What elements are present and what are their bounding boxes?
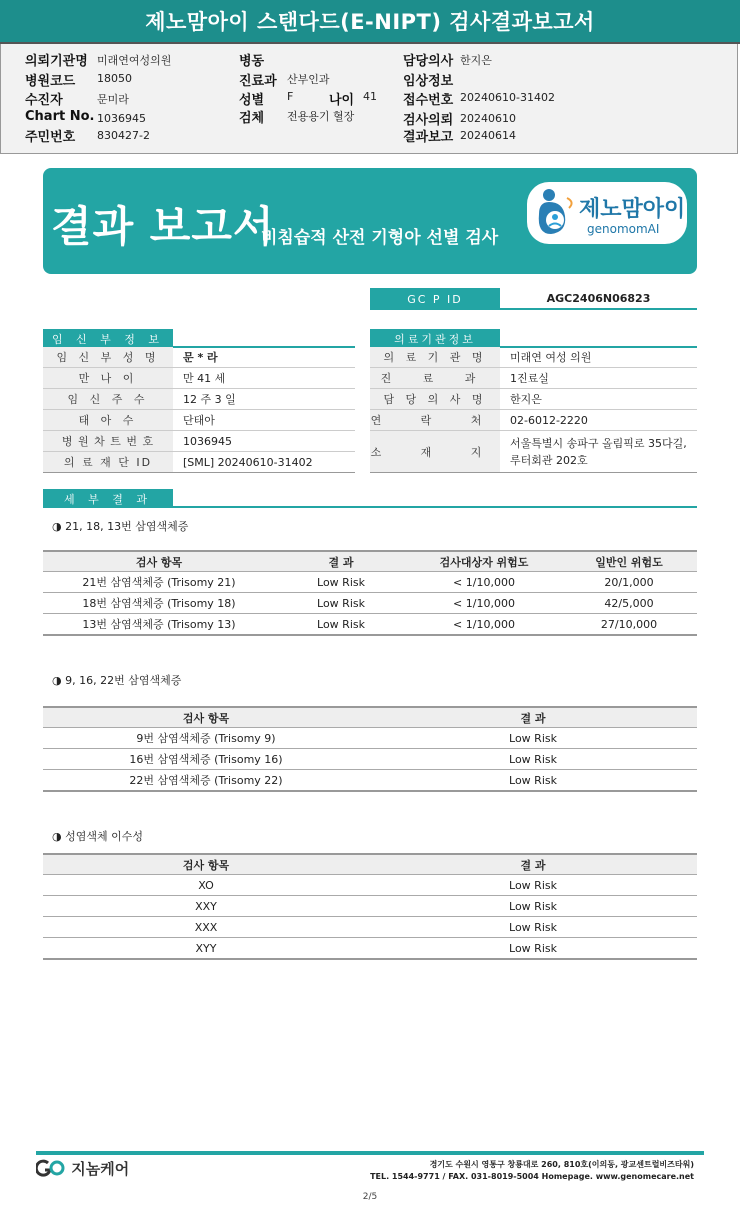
col-header: 일반인 위험도 [561,551,697,572]
doctor-value: 한지은 [460,54,492,67]
result-label: 결과보고 [403,130,454,145]
row-value: 만 41 세 [183,372,226,385]
row-value: [SML] 20240610-31402 [183,455,313,469]
banner-subtitle: 비침습적 산전 기형아 선별 검사 [261,228,499,248]
col-header: 검사 항목 [43,551,275,572]
pregnant-row [43,431,355,452]
mother-baby-icon [533,186,577,240]
genomecare-logo-icon [36,1159,66,1177]
cell-item: 21번 삼염색체증 (Trisomy 21) [43,572,275,593]
cell-item: XO [43,875,369,896]
cell-item: 16번 삼염색체증 (Trisomy 16) [43,749,369,770]
cell-risk: < 1/10,000 [407,614,561,636]
genomecare-logo [36,1158,129,1179]
patient-header [0,44,738,154]
row-label: 진 료 과 [370,368,500,388]
row-label: 태 아 수 [43,410,173,430]
page-number: 2/5 [362,1192,378,1202]
address-value [500,435,687,469]
institution-row [370,389,697,410]
specimen-label: 검체 [239,111,265,126]
table-row [43,917,697,938]
section1-title: ◑ 21, 18, 13번 삼염색체증 [52,520,189,533]
gcp-id-value: AGC2406N06823 [500,288,697,310]
age-value: 41 [363,90,377,103]
institution-row [370,347,697,368]
cell-item: 18번 삼염색체증 (Trisomy 18) [43,593,275,614]
logo-name: 제노맘아이 [579,197,686,222]
row-value: 한지은 [510,393,542,406]
col-header: 검사대상자 위험도 [407,551,561,572]
address-label: 소 재 지 [370,431,500,472]
age-label: 나이 [329,93,355,108]
row-value: 1036945 [183,434,232,448]
col-header: 결 과 [369,854,697,875]
receipt-value: 20240610-31402 [460,91,555,104]
row-value: 1진료실 [510,372,549,385]
doctor-label: 담당의사 [403,54,454,69]
code-label: 병원코드 [25,74,76,89]
specimen-value: 전용용기 혈장 [287,110,355,123]
address-line-2: 루터회관 202호 [510,453,588,467]
cell-item: XYY [43,938,369,960]
details-divider [43,506,697,508]
request-value: 20240610 [460,112,516,125]
cell-result: Low Risk [369,770,697,792]
row-value: 단태아 [183,414,215,427]
institution-row [370,410,697,431]
table-row [43,614,697,636]
cell-general-risk: 27/10,000 [561,614,697,636]
cell-result: Low Risk [275,614,407,636]
rrn-value: 830427-2 [97,129,150,142]
footer-address-line-2: TEL. 1544-9771 / FAX. 031-8019-5004 Homepage. www.genomecare.net [370,1172,694,1181]
table-row [43,749,697,770]
cell-item: 9번 삼염색체증 (Trisomy 9) [43,728,369,749]
cell-general-risk: 42/5,000 [561,593,697,614]
pregnant-row [43,452,355,473]
row-label: 연 락 처 [370,410,500,430]
row-label: 만 나 이 [43,368,173,388]
chart-label: Chart No. [25,109,95,124]
footer-address [370,1159,694,1183]
pregnant-info-heading: 임 신 부 정 보 [43,329,173,348]
cell-risk: < 1/10,000 [407,593,561,614]
pregnant-row [43,368,355,389]
cell-result: Low Risk [369,917,697,938]
gcp-id-label: GC P ID [370,288,500,310]
sex-value: F [287,90,294,103]
cell-result: Low Risk [275,593,407,614]
pregnant-row [43,410,355,431]
pregnant-row [43,389,355,410]
cell-result: Low Risk [275,572,407,593]
cell-result: Low Risk [369,896,697,917]
cell-general-risk: 20/1,000 [561,572,697,593]
report-banner [43,168,697,274]
col-header: 결 과 [275,551,407,572]
section3-table [43,853,697,960]
sex-label: 성별 [239,93,265,108]
genomom-logo [527,182,687,244]
collector-label: 수진자 [25,93,63,108]
details-heading: 세 부 결 과 [43,489,173,508]
table-row [43,593,697,614]
institution-address-row [370,431,697,473]
row-label: 임 신 부 성 명 [43,347,173,367]
receipt-label: 접수번호 [403,93,454,108]
row-label: 병 원 차 트 번 호 [43,431,173,451]
request-label: 검사의뢰 [403,113,454,128]
logo-en: genomomAI [587,222,660,236]
pregnant-row [43,347,355,368]
col-header: 결 과 [369,707,697,728]
row-value: 미래연 여성 의원 [510,351,592,364]
dept-value: 산부인과 [287,73,330,86]
cell-item: 22번 삼염색체증 (Trisomy 22) [43,770,369,792]
section3-title: ◑ 성염색체 이수성 [52,830,143,843]
row-label: 의 료 재 단 ID [43,452,173,472]
hospital-label: 의뢰기관명 [25,54,88,69]
dept-label: 진료과 [239,74,277,89]
cell-item: 13번 삼염색체증 (Trisomy 13) [43,614,275,636]
table-row [43,728,697,749]
table-row [43,572,697,593]
result-value: 20240614 [460,129,516,142]
genomecare-logo-text: 지놈케어 [71,1160,130,1178]
table-row [43,875,697,896]
chart-value: 1036945 [97,112,146,125]
table-row [43,896,697,917]
banner-title: 결과 보고서 [51,202,275,251]
ward-label: 병동 [239,54,265,69]
table-row [43,770,697,792]
code-value: 18050 [97,72,132,85]
address-line-1: 서울특별시 송파구 올림픽로 35다길, [510,436,687,450]
cell-result: Low Risk [369,938,697,960]
collector-value: 문미라 [97,93,129,106]
report-title: 제노맘아이 스탠다드(E-NIPT) 검사결과보고서 [0,0,740,44]
col-header: 검사 항목 [43,854,369,875]
section2-title: ◑ 9, 16, 22번 삼염색체증 [52,674,182,687]
rrn-label: 주민번호 [25,130,76,145]
row-label: 담 당 의 사 명 [370,389,500,409]
cell-item: XXY [43,896,369,917]
row-label: 의 료 기 관 명 [370,347,500,367]
section2-table [43,706,697,792]
cell-result: Low Risk [369,875,697,896]
institution-row [370,368,697,389]
col-header: 검사 항목 [43,707,369,728]
cell-risk: < 1/10,000 [407,572,561,593]
table-row [43,938,697,960]
hospital-value: 미래연여성의원 [97,54,172,67]
cell-item: XXX [43,917,369,938]
row-value: 02-6012-2220 [510,413,588,427]
institution-info-heading: 의료기관정보 [370,329,500,348]
section1-table [43,550,697,636]
row-value: 문 * 라 [183,351,218,364]
footer-address-line-1: 경기도 수원시 영통구 창룡대로 260, 810호(이의동, 광교센트럴비즈타워) [429,1160,694,1169]
row-label: 임 신 주 수 [43,389,173,409]
cell-result: Low Risk [369,728,697,749]
footer-divider [36,1151,704,1155]
row-value: 12 주 3 일 [183,393,236,406]
cell-result: Low Risk [369,749,697,770]
clinical-label: 임상정보 [403,74,454,89]
